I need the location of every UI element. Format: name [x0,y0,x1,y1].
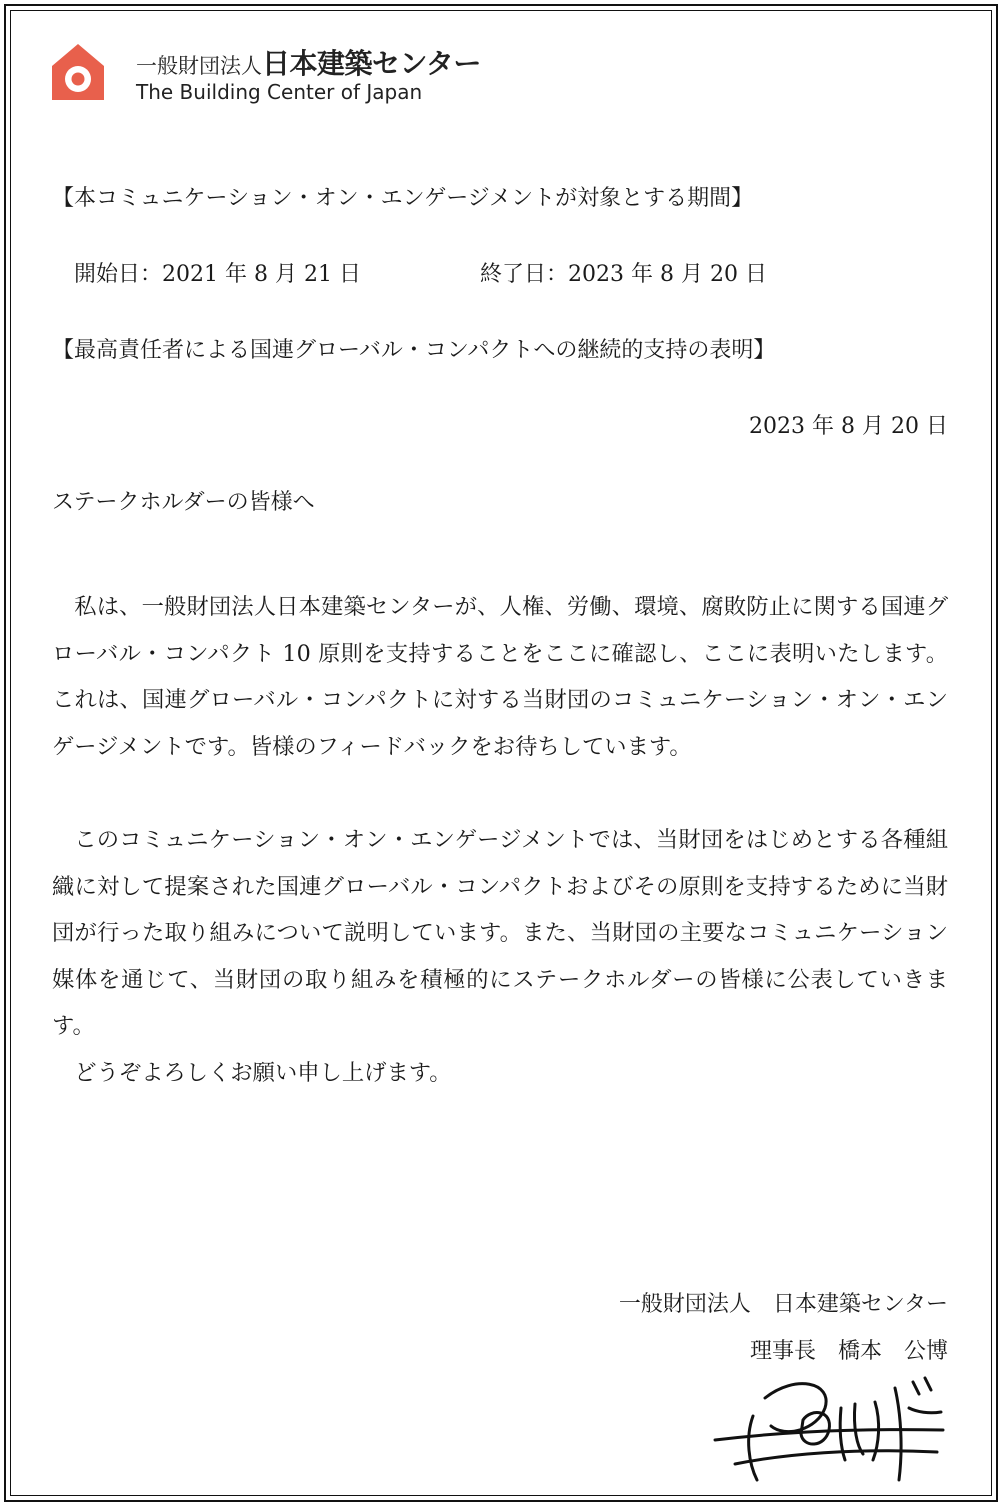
period-end: 終了日：2023 年 8 月 20 日 [480,262,767,287]
handwritten-signature [705,1368,955,1486]
organization-logo [50,40,520,106]
logo-japanese-name [136,42,481,82]
period-start: 開始日：2021 年 8 月 21 日 [74,262,361,287]
house-icon [50,42,106,102]
closing-signatory: 理事長 橋本 公博 [749,1339,948,1364]
body-paragraph: このコミュニケーション・オン・エンゲージメントでは、当財団をはじめとする各種組織に対して提案された国連グローバル・コンパクトおよびその原則を支持するために当財団が行った取り組みについて説明しています。また、当財団の主要なコミュニケーション媒体を通じて、当財団の取り組みを積極的にステークホルダーの皆様に公表していきます。 [52,827,948,1039]
body-paragraph: どうぞよろしくお願い申し上げます。 [74,1060,452,1086]
statement-date: 2023 年 8 月 20 日 [749,414,948,439]
period-heading: 【本コミュニケーション・オン・エンゲージメントが対象とする期間】 [52,186,754,211]
logo-org-prefix: 一般財団法人 [136,54,262,78]
body-paragraph: 私は、一般財団法人日本建築センターが、人権、労働、環境、腐敗防止に関する国連グローバル・コンパクト 10 原則を支持することをここに確認し、ここに表明いたします。これは、国連グローバル・コンパクトに対する当財団のコミュニケーション・オン・エンゲージメントです。皆様のフィードバックをお待ちしています。 [52,594,948,760]
closing-organization: 一般財団法人 日本建築センター [618,1292,948,1317]
logo-org-name: 日本建築センター [262,47,481,80]
salutation: ステークホルダーの皆様へ [52,490,315,515]
logo-english-name: The Building Center of Japan [136,80,423,104]
statement-heading: 【最高責任者による国連グローバル・コンパクトへの継続的支持の表明】 [52,338,776,363]
